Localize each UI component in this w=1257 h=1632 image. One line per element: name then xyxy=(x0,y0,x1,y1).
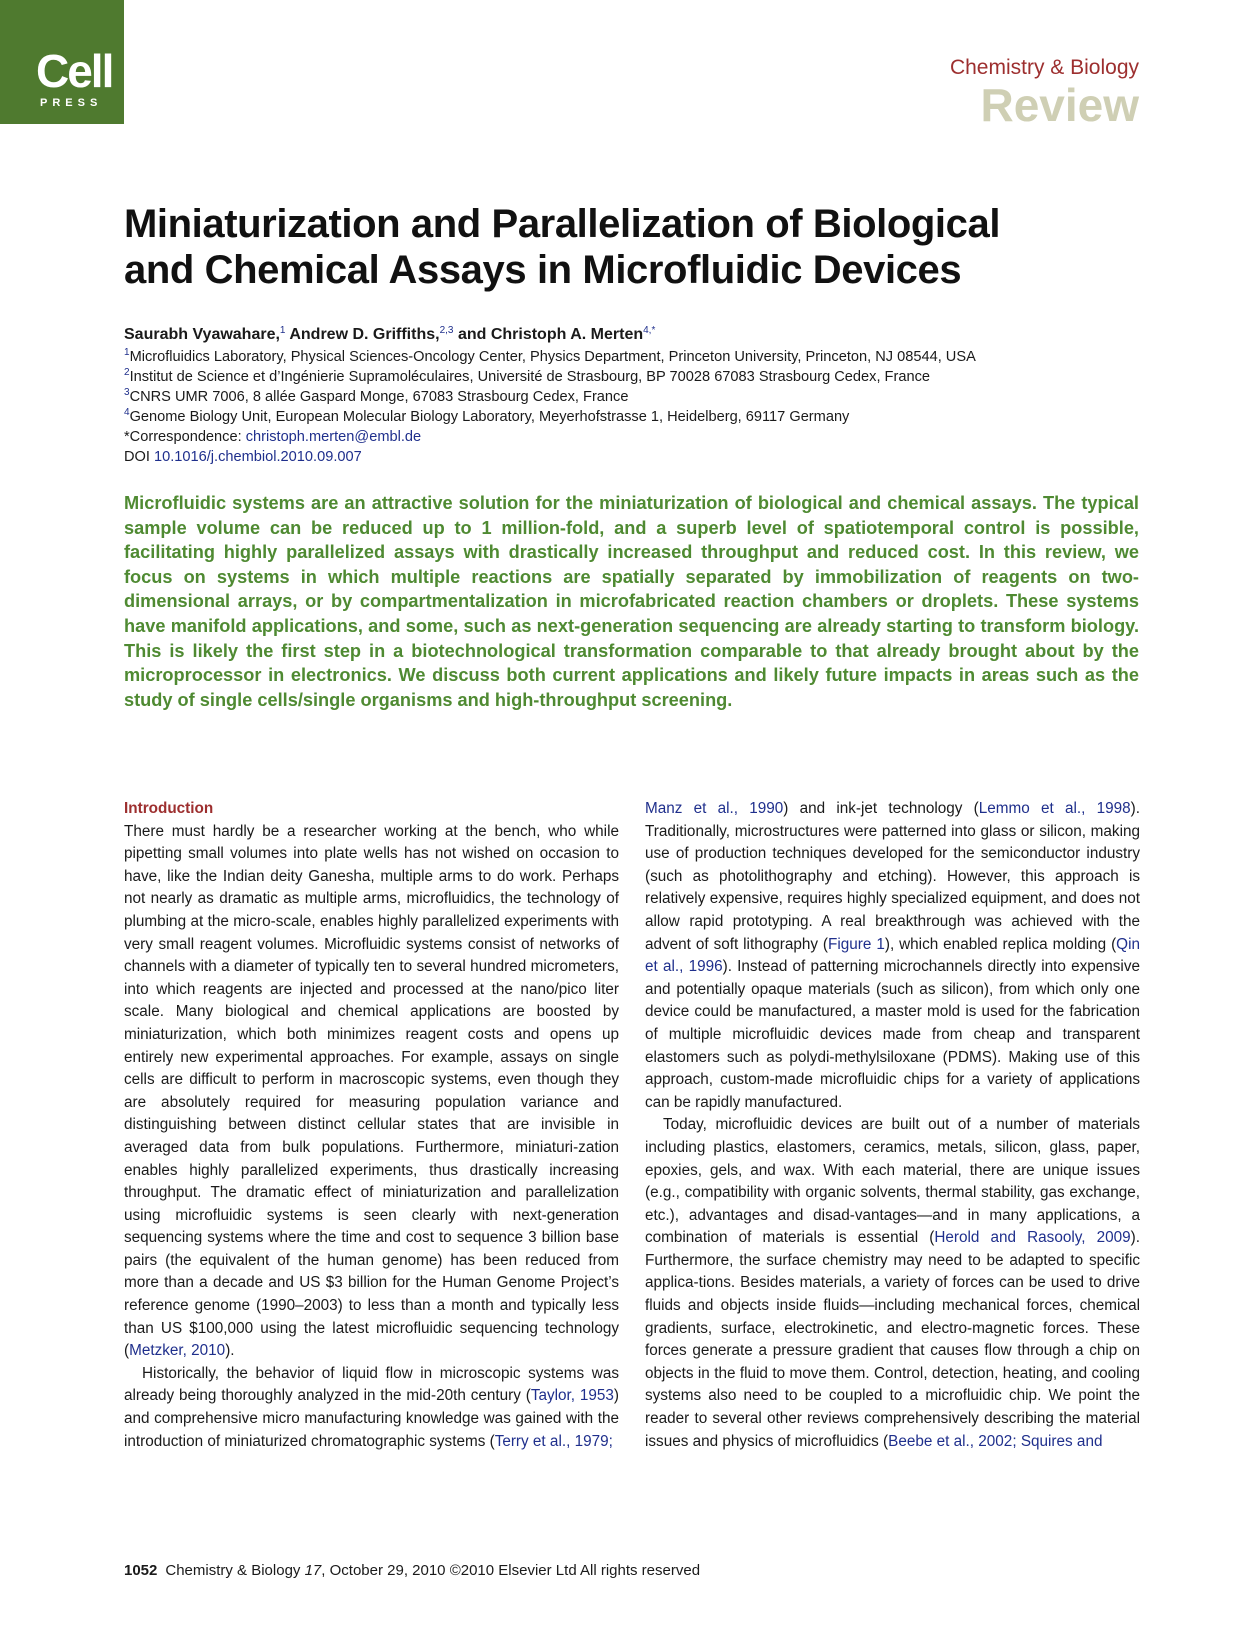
figure-link-1[interactable]: Figure 1 xyxy=(828,935,885,953)
footer-journal: Chemistry & Biology xyxy=(165,1562,305,1579)
correspondence: *Correspondence: christoph.merten@embl.de xyxy=(124,429,422,445)
ref-link-herold[interactable]: Herold and Rasooly, 2009 xyxy=(934,1229,1131,1247)
paragraph-2-continued: Manz et al., 1990) and ink-jet technology (Lemmo et al., 1998). Traditionally, microstructures were patterned into glass or silicon, making use of production techniques developed for the semiconductor industry (such as photolithography and etching). However, this approach is relatively expensive, requires highly specialized equipment, and does not allow rapid prototyping. A real breakthrough was achieved with the advent of soft lithography (Figure 1), which enabled replica molding (Qin et al., 1996). Instead of patterning microchannels directly into expensive and potentially opaque materials (such as silicon), from which only one device could be manufactured, a master mold is used for the fabrication of multiple microfluidic devices made from cheap and transparent elastomers such as polydi-methylsiloxane (PDMS). Making use of this approach, custom-made microfluidic chips for a variety of applications can be rapidly manufactured. xyxy=(645,800,1140,1111)
ref-link-manz[interactable]: Manz et al., 1990 xyxy=(645,800,784,817)
affiliations xyxy=(124,347,1164,467)
cell-press-logo xyxy=(0,0,124,124)
footer-volume: 17 xyxy=(304,1562,322,1579)
left-column xyxy=(124,798,619,1453)
page-number: 1052 xyxy=(124,1562,158,1579)
article-title xyxy=(124,201,1124,293)
author-list xyxy=(124,325,655,345)
ref-link-qin[interactable]: Qin et al., 1996 xyxy=(645,935,1140,976)
affiliation-3: $^3$CNRS UMR 7006, 8 allée Gaspard Monge, 67083 Strasbourg Cedex, France xyxy=(124,387,629,405)
author-2-affil: 2,3 xyxy=(439,325,454,336)
right-column xyxy=(645,798,1140,1453)
affiliation-4: $^4$Genome Biology Unit, European Molecular Biology Laboratory, Meyerhofstrasse 1, Heidelberg, 69117 Germany xyxy=(124,407,850,425)
author-3: and Christoph A. Merten xyxy=(457,326,644,343)
paragraph-2: Historically, the behavior of liquid flow in microscopic systems was already being thoroughly analyzed in the mid-20th century (Taylor, 1953) and comprehensive micro manufacturing knowledge was gained with the introduction of miniaturized chromatographic systems (Terry et al., 1979; xyxy=(124,1364,619,1450)
ref-link-lemmo[interactable]: Lemmo et al., 1998 xyxy=(978,800,1131,817)
ref-link-beebe-squires[interactable]: Beebe et al., 2002; Squires and xyxy=(888,1432,1103,1450)
author-3-affil: 4,* xyxy=(643,325,656,336)
affiliation-1: $^1$Microfluidics Laboratory, Physical Sciences-Oncology Center, Physics Department, Princeton University, Princeton, NJ 08544, USA xyxy=(124,347,976,365)
ref-link-terry[interactable]: Terry et al., 1979; xyxy=(494,1432,613,1450)
article-type: Review xyxy=(980,79,1139,131)
title-line-1: Miniaturization and Parallelization of Biological xyxy=(124,202,1001,246)
title-line-2: and Chemical Assays in Microfluidic Devices xyxy=(124,248,962,292)
logo-subtext: PRESS xyxy=(40,97,103,109)
journal-name: Chemistry & Biology xyxy=(949,56,1139,79)
author-1-affil: 1 xyxy=(279,325,286,336)
author-1: Saurabh Vyawahare, xyxy=(124,326,280,343)
doi-link[interactable]: 10.1016/j.chembiol.2010.09.007 xyxy=(154,449,362,465)
affiliation-2: $^2$Institut de Science et d’Ingénierie Supramoléculaires, Université de Strasbourg, BP 70028 67083 Strasbourg Cedex, France xyxy=(124,367,930,385)
doi: DOI 10.1016/j.chembiol.2010.09.007 xyxy=(124,449,362,465)
logo-word: Cell xyxy=(36,45,113,97)
abstract: Microfluidic systems are an attractive solution for the miniaturization of biological and chemical assays. The typical sample volume can be reduced up to 1 million-fold, and a superb level of spatiotemporal control is possible, facilitating highly parallelized assays with drastically increased throughput and reduced cost. In this review, we focus on systems in which multiple reactions are spatially separated by immobilization of reagents on two-dimensional arrays, or by compartmentalization in microfabricated reaction chambers or droplets. These systems have manifold applications, and some, such as next-generation sequencing are already starting to transform biology. This is likely the first step in a biotechnological transformation comparable to that already brought about by the microprocessor in electronics. We discuss both current applications and likely future impacts in areas such as the study of single cells/single organisms and high-throughput screening. xyxy=(124,493,1139,710)
page-footer xyxy=(124,1563,700,1578)
footer-copyright: , October 29, 2010 ©2010 Elsevier Ltd All rights reserved xyxy=(321,1562,701,1579)
ref-link-taylor[interactable]: Taylor, 1953 xyxy=(530,1387,614,1405)
author-2: Andrew D. Griffiths, xyxy=(289,326,440,343)
paragraph-3: Today, microfluidic devices are built out of a number of materials including plastics, elastomers, ceramics, metals, silicon, glass, paper, epoxies, gels, and wax. With each material, there are unique issues (e.g., compatibility with organic solvents, thermal stability, gas exchange, etc.), advantages and disad-vantages—and in many applications, a combination of materials is essential (Herold and Rasooly, 2009). Furthermore, the surface chemistry may need to be adapted to specific applica-tions. Besides materials, a variety of forces can be used to drive fluids and objects inside fluids—including mechanical forces, chemical gradients, surface, electrokinetic, and electro-magnetic forces. These forces generate a pressure gradient that causes flow through a chip on objects in the fluid to move them. Control, detection, heating, and cooling systems also need to be coupled to a microfluidic chip. We point the reader to several other reviews comprehensively describing the material issues and physics of microfluidics (Beebe et al., 2002; Squires and xyxy=(645,1116,1140,1450)
paragraph-1: There must hardly be a researcher working at the bench, who while pipetting small volumes into plate wells has not wished on occasion to have, like the Indian deity Ganesha, multiple arms to do work. Perhaps not nearly as dramatic as multiple arms, microfluidics, the technology of plumbing at the micro-scale, enables highly parallelized experiments with very small reagent volumes. Microfluidic systems consist of networks of channels with a diameter of typically ten to several hundred micrometers, into which reagents are injected and processed at the nano/pico liter scale. Many biological and chemical applications are boosted by miniaturization, which both minimizes reagent costs and opens up entirely new experimental approaches. For example, assays on single cells are difficult to perform in macroscopic systems, even though they are absolutely required for measuring population variance and distinguishing between distinct cellular states that are invisible in averaged data from bulk populations. Furthermore, miniaturi-zation enables highly parallelized experiments, thus drastically increasing throughput. The dramatic effect of miniaturization and parallelization using microfluidic systems is seen clearly with next-generation sequencing systems where the time and cost to sequence 3 billion base pairs (the equivalent of the human genome) has been reduced from more than a decade and US $3 billion for the Human Genome Project’s reference genome (1990–2003) to less than a month and typically less than US $100,000 using the latest microfluidic sequencing technology (Metzker, 2010). xyxy=(124,822,619,1360)
section-heading-introduction: Introduction xyxy=(124,800,214,817)
ref-link-metzker[interactable]: Metzker, 2010 xyxy=(129,1342,226,1360)
correspondence-email-link[interactable]: christoph.merten@embl.de xyxy=(245,429,422,445)
